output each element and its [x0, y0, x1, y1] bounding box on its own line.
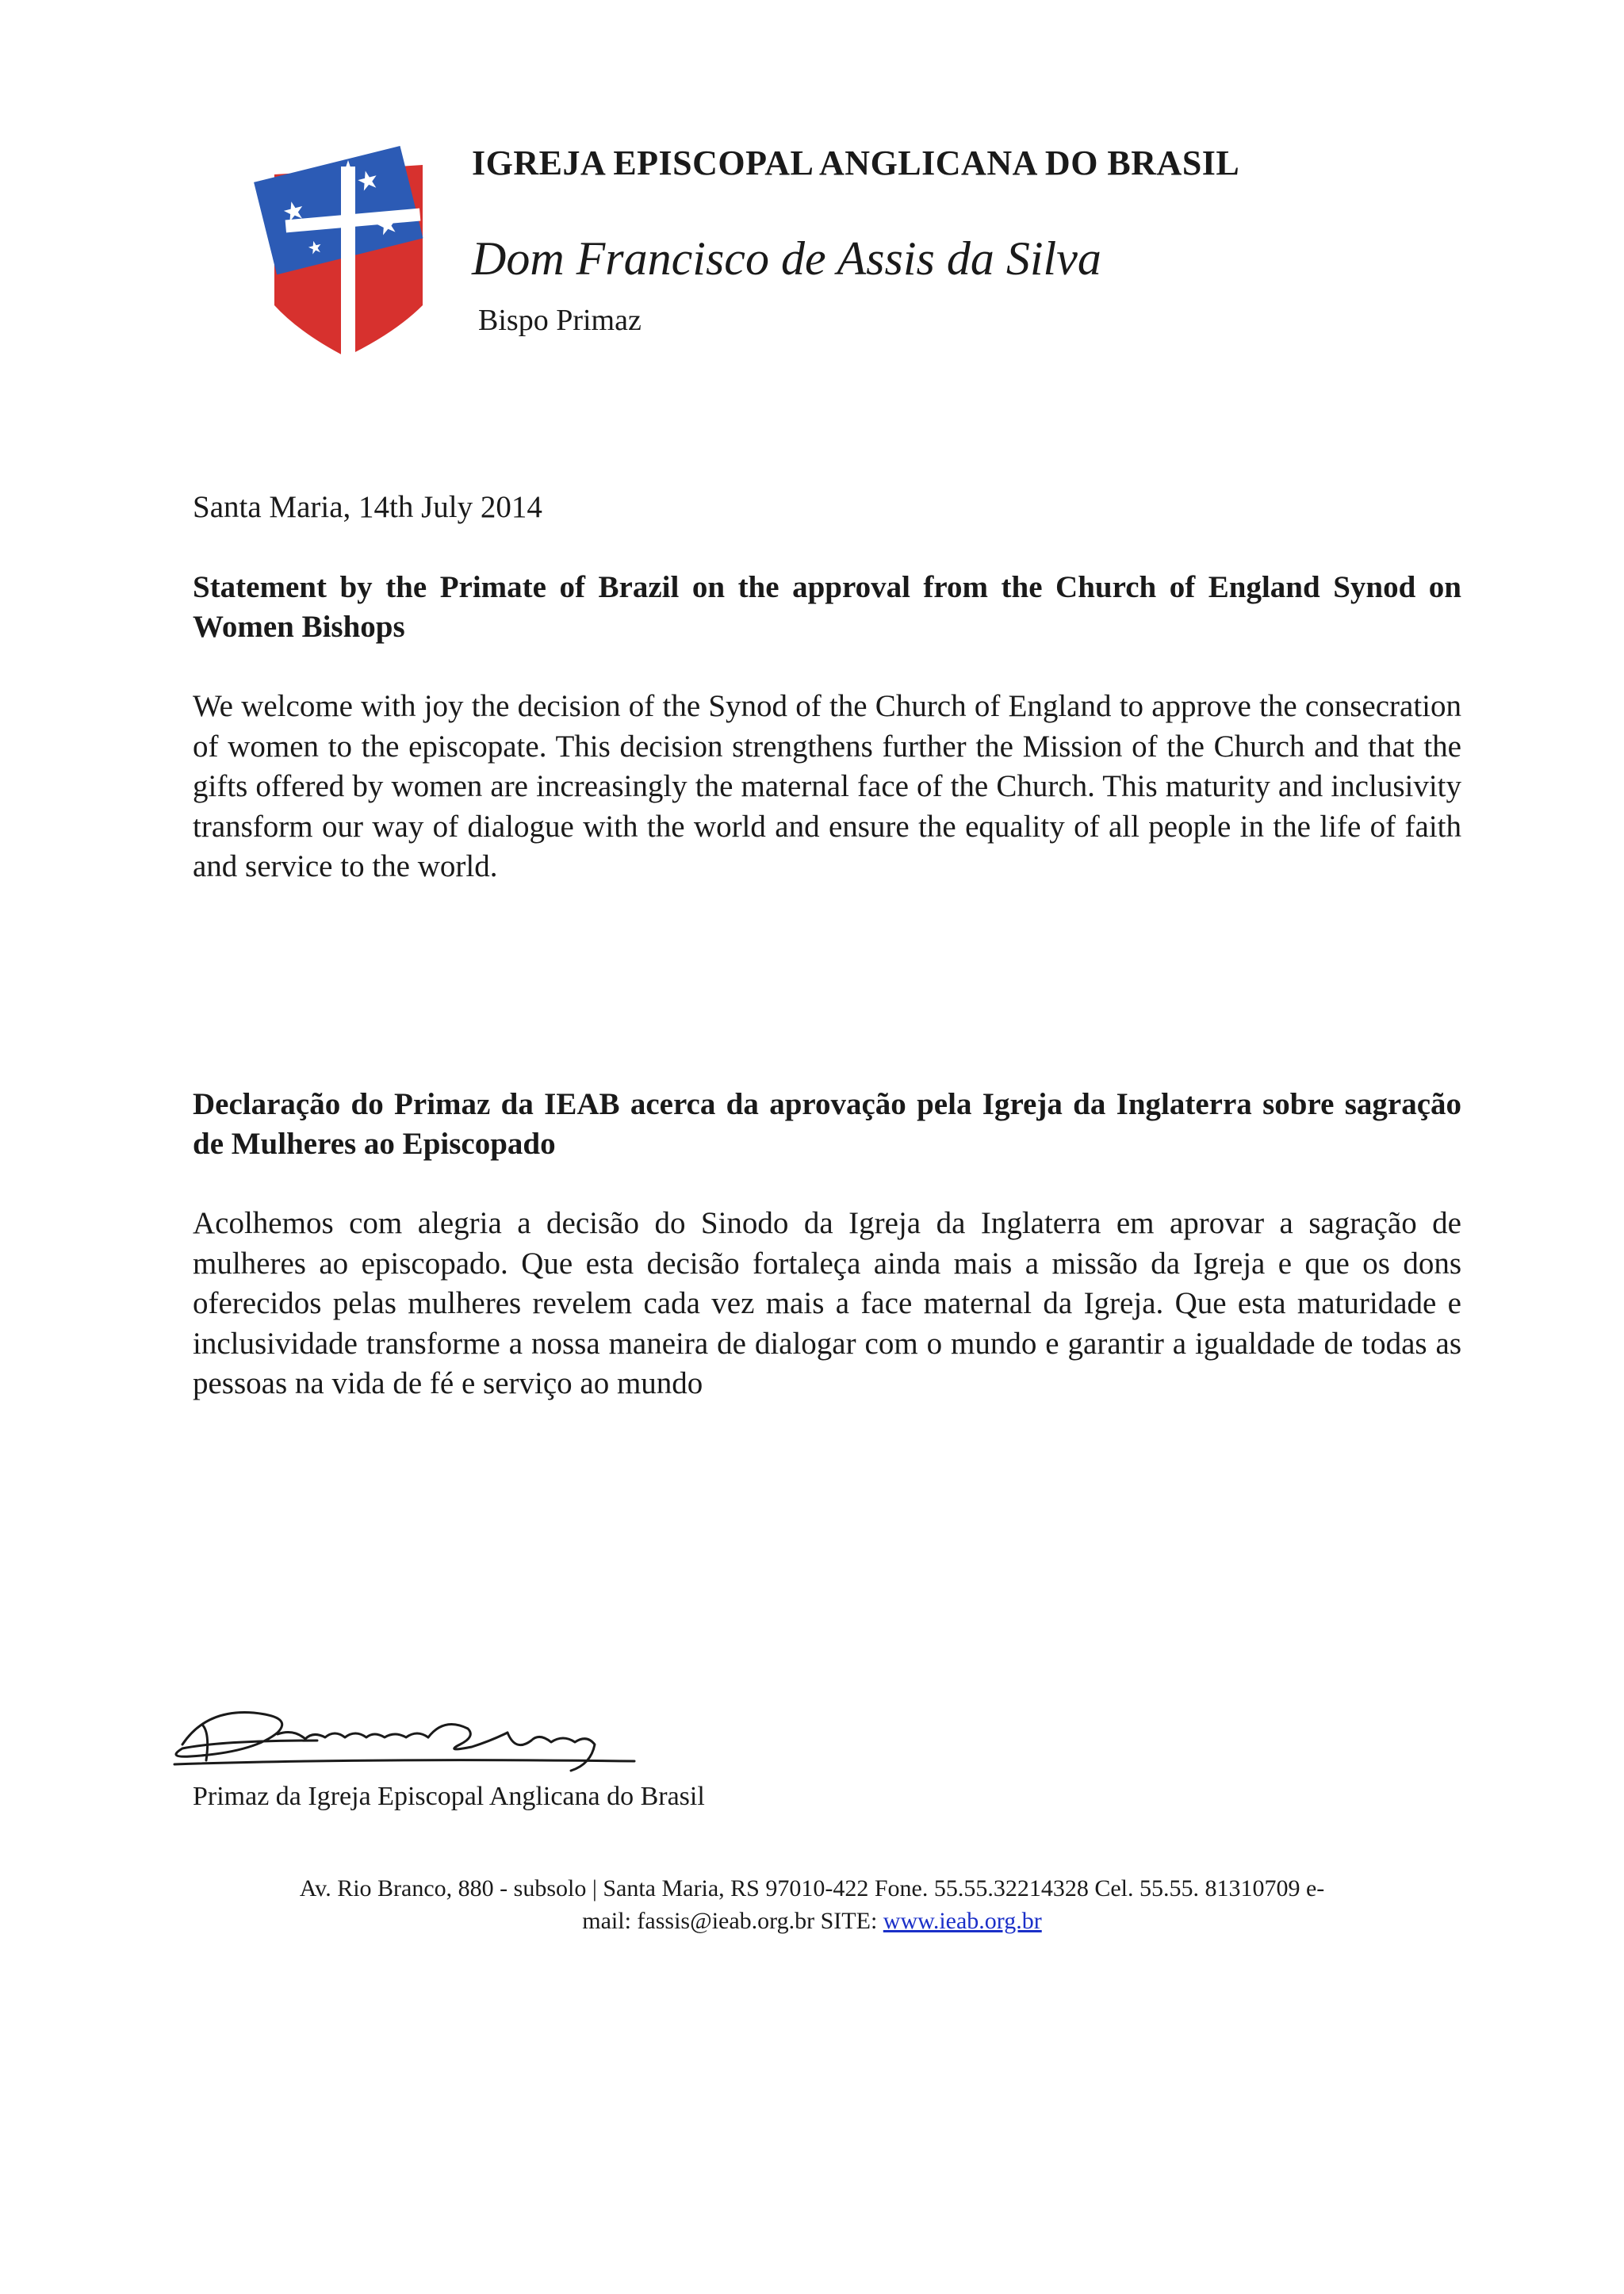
portuguese-statement-body: Acolhemos com alegria a decisão do Sinodo da Igreja da Inglaterra em aprovar a sagração de mulheres ao episcopado. Que esta decisão fortaleça ainda mais a missão da Igreja e que os dons oferecidos pelas mulheres revelem cada vez mais a face maternal da Igreja. Que esta maturidade e inclusividade transforme a nossa maneira de dialogar com o mundo e garantir a igualdade de todas as pessoas na vida de fé e serviço ao mundo [193, 1206, 1461, 1400]
bishop-name: Dom Francisco de Assis da Silva [472, 232, 1101, 285]
signature-caption: Primaz da Igreja Episcopal Anglicana do Brasil [193, 1782, 705, 1811]
footer-contact-line [0, 1908, 1624, 1935]
footer-address-line: Av. Rio Branco, 880 - subsolo | Santa Maria, RS 97010-422 Fone. 55.55.32214328 Cel. 55.55. 81310709 e- [299, 1875, 1325, 1901]
handwritten-signature [159, 1685, 674, 1780]
bishop-title: Bispo Primaz [478, 304, 642, 337]
website-link[interactable]: www.ieab.org.br [883, 1908, 1042, 1934]
english-statement-heading: Statement by the Primate of Brazil on the approval from the Church of England Synod on Women Bishops [193, 570, 1461, 644]
footer-email-text: mail: fassis@ieab.org.br SITE: [582, 1908, 883, 1934]
organization-name: IGREJA EPISCOPAL ANGLICANA DO BRASIL [472, 144, 1240, 182]
english-statement-body: We welcome with joy the decision of the Synod of the Church of England to approve the consecration of women to the episcopate. This decision strengthens further the Mission of the Church and that the gifts offered by women are increasingly the maternal face of the Church. This maturity and inclusivity transform our way of dialogue with the world and ensure the equality of all people in the life of faith and service to the world. [193, 689, 1461, 883]
portuguese-statement-heading: Declaração do Primaz da IEAB acerca da aprovação pela Igreja da Inglaterra sobre sagração de Mulheres ao Episcopado [193, 1087, 1461, 1161]
anglican-shield-logo-icon [252, 143, 435, 365]
letter-date: Santa Maria, 14th July 2014 [193, 490, 542, 524]
